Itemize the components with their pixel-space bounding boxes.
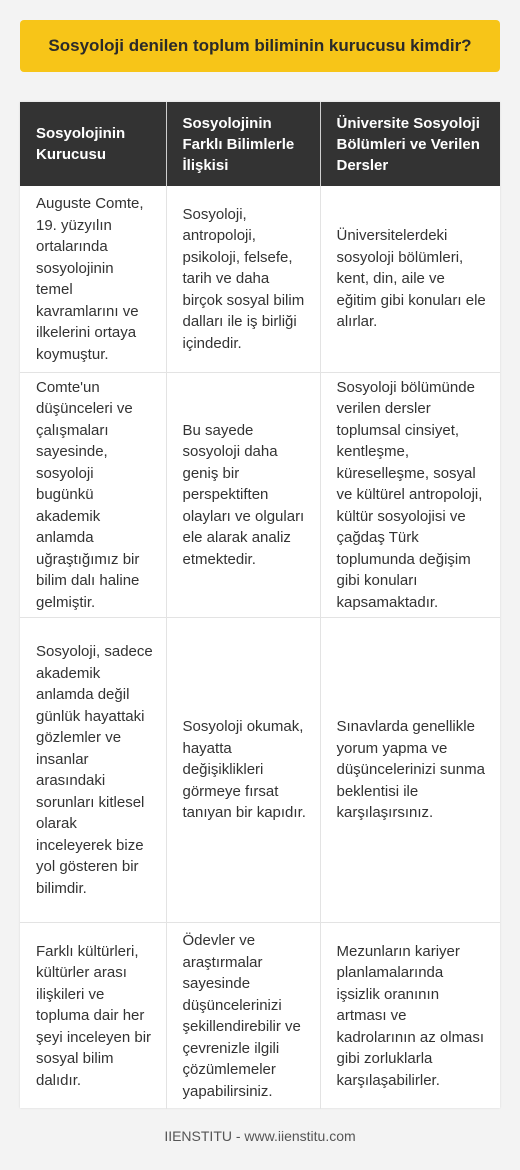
table-cell: Sosyoloji, antropoloji, psikoloji, felsefe, tarih ve daha birçok sosyal bilim dalları ile iş birliği içindedir.	[166, 186, 320, 373]
table-header-row	[20, 102, 500, 186]
table-cell: Comte'un düşünceleri ve çalışmaları sayesinde, sosyoloji bugünkü akademik anlamda uğraştığımız bir bilim dalı haline gelmiştir.	[20, 373, 166, 618]
column-header: Sosyolojinin Kurucusu	[20, 102, 166, 186]
table-cell: Sosyoloji bölümünde verilen dersler toplumsal cinsiyet, kentleşme, küreselleşme, sosyal ve kültürel antropoloji, kültür sosyolojisi ve çağdaş Türk toplumunda değişim gibi konuları kapsamaktadır.	[320, 373, 500, 618]
table-row	[20, 186, 500, 373]
table-row	[20, 373, 500, 618]
table-cell: Sosyoloji, sadece akademik anlamda değil günlük hayattaki gözlemler ve insanlar arasındaki sorunları kitlesel olarak inceleyerek bize yol gösteren bir bilimdir.	[20, 618, 166, 923]
table-cell: Bu sayede sosyoloji daha geniş bir perspektiften olayları ve olguları ele alarak analiz etmektedir.	[166, 373, 320, 618]
page-title: Sosyoloji denilen toplum biliminin kurucusu kimdir?	[20, 20, 500, 72]
table-cell: Sosyoloji okumak, hayatta değişiklikleri görmeye fırsat tanıyan bir kapıdır.	[166, 618, 320, 923]
column-header: Sosyolojinin Farklı Bilimlerle İlişkisi	[166, 102, 320, 186]
table-cell: Üniversitelerdeki sosyoloji bölümleri, kent, din, aile ve eğitim gibi konuları ele alırlar.	[320, 186, 500, 373]
info-table	[20, 102, 500, 1109]
footer-credit: IIENSTITU - www.iienstitu.com	[164, 1128, 356, 1144]
column-header: Üniversite Sosyoloji Bölümleri ve Verilen Dersler	[320, 102, 500, 186]
table-row	[20, 618, 500, 923]
table-cell: Mezunların kariyer planlamalarında işsizlik oranının artması ve kadrolarının az olması gibi zorluklarla karşılaşabilirler.	[336, 942, 485, 1089]
table-cell: Auguste Comte, 19. yüzyılın ortalarında sosyolojinin temel kavramlarını ve ilkelerini ortaya koymuştur.	[20, 186, 166, 373]
table-cell: Farklı kültürleri, kültürler arası ilişkileri ve topluma dair her şeyi inceleyen bir sosyal bilim dalıdır.	[20, 923, 166, 1110]
table-cell: Sınavlarda genellikle yorum yapma ve düşüncelerinizi sunma beklentisi ile karşılaşırsınız.	[320, 618, 500, 923]
table-cell: Ödevler ve araştırmalar sayesinde düşüncelerinizi şekillendirebilir ve çevrenizle ilgili çözümlemeler yapabilirsiniz.	[166, 923, 320, 1110]
table-row	[20, 923, 500, 1110]
info-table-container	[20, 102, 500, 1108]
